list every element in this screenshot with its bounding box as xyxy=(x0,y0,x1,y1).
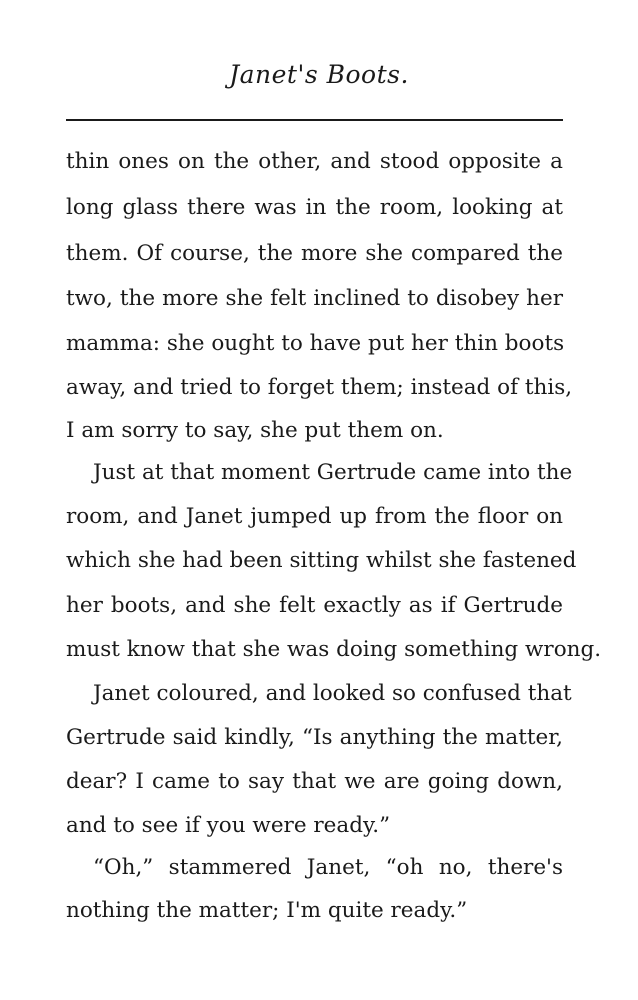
text-line: dear? I came to say that we are going down, xyxy=(66,769,563,794)
text-line: Just at that moment Gertrude came into the xyxy=(93,460,573,485)
text-line: I am sorry to say, she put them on. xyxy=(66,418,444,443)
header-rule xyxy=(66,119,563,121)
running-title: Janet's Boots. xyxy=(229,60,409,89)
text-line: which she had been sitting whilst she fastened xyxy=(66,548,577,573)
text-line: must know that she was doing something wrong. xyxy=(66,637,602,662)
text-line: and to see if you were ready.” xyxy=(66,813,391,838)
text-line: long glass there was in the room, looking at xyxy=(66,195,563,220)
text-line: nothing the matter; I'm quite ready.” xyxy=(66,898,468,923)
text-line: her boots, and she felt exactly as if Gertrude xyxy=(66,593,563,618)
text-line: two, the more she felt inclined to disobey her xyxy=(66,286,563,311)
text-line: Janet coloured, and looked so confused that xyxy=(93,681,572,706)
text-line: Gertrude said kindly, “Is anything the matter, xyxy=(66,725,563,750)
text-line: mamma: she ought to have put her thin boots xyxy=(66,331,565,356)
text-line: thin ones on the other, and stood opposite a xyxy=(66,149,563,174)
text-line: “Oh,” stammered Janet, “oh no, there's xyxy=(93,855,563,880)
text-line: away, and tried to forget them; instead of this, xyxy=(66,375,573,400)
text-line: them. Of course, the more she compared the xyxy=(66,241,563,266)
text-line: room, and Janet jumped up from the floor on xyxy=(66,504,563,529)
